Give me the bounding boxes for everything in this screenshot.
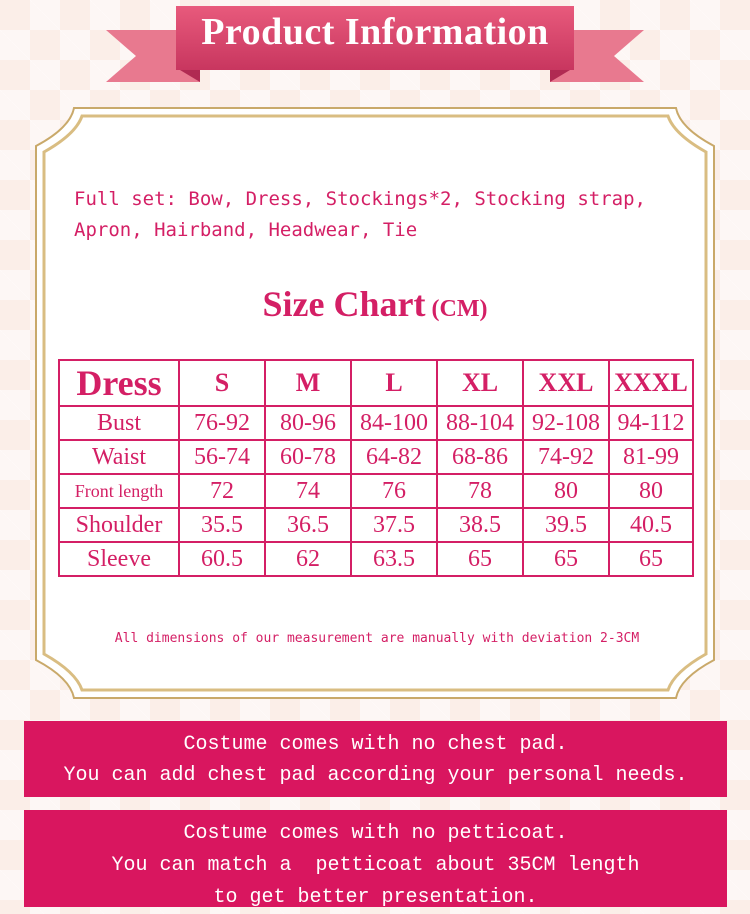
table-cell: 62: [265, 542, 351, 576]
notice-line: Costume comes with no chest pad.: [183, 733, 568, 756]
table-cell: 60-78: [265, 440, 351, 474]
notice-line: Costume comes with no petticoat.: [183, 822, 568, 845]
table-cell: 80: [609, 474, 693, 508]
table-cell: 65: [523, 542, 609, 576]
row-label: Shoulder: [59, 508, 179, 542]
table-header-row: [59, 360, 693, 406]
notice-line: You can add chest pad according your personal needs.: [63, 764, 688, 787]
row-label: Bust: [59, 406, 179, 440]
notice-line: You can match a petticoat about 35CM length: [111, 854, 640, 877]
table-cell: 38.5: [437, 508, 523, 542]
table-cell: 63.5: [351, 542, 437, 576]
table-cell: 65: [437, 542, 523, 576]
package-contents: [74, 184, 694, 246]
size-header: XL: [437, 360, 523, 406]
table-cell: 94-112: [609, 406, 693, 440]
size-header: S: [179, 360, 265, 406]
table-cell: 36.5: [265, 508, 351, 542]
table-cell: 92-108: [523, 406, 609, 440]
table-cell: 80-96: [265, 406, 351, 440]
table-cell: 65: [609, 542, 693, 576]
table-cell: 81-99: [609, 440, 693, 474]
contents-line-2: Apron, Hairband, Headwear, Tie: [74, 219, 418, 241]
table-cell: 78: [437, 474, 523, 508]
table-cell: 76-92: [179, 406, 265, 440]
size-header: XXL: [523, 360, 609, 406]
size-chart-unit: (CM): [431, 296, 488, 322]
table-cell: 74: [265, 474, 351, 508]
size-header: L: [351, 360, 437, 406]
row-label: Front length: [59, 474, 179, 508]
table-row: [59, 542, 693, 576]
notice-line: to get better presentation.: [213, 886, 538, 909]
size-table: [58, 359, 694, 577]
table-cell: 56-74: [179, 440, 265, 474]
table-cell: 60.5: [179, 542, 265, 576]
petticoat-notice: [24, 810, 727, 907]
table-cell: 40.5: [609, 508, 693, 542]
size-header: XXXL: [609, 360, 693, 406]
table-cell: 39.5: [523, 508, 609, 542]
table-cell: 37.5: [351, 508, 437, 542]
table-row: [59, 508, 693, 542]
table-cell: 80: [523, 474, 609, 508]
row-label: Sleeve: [59, 542, 179, 576]
table-cell: 68-86: [437, 440, 523, 474]
size-chart-title: [0, 283, 750, 325]
table-cell: 84-100: [351, 406, 437, 440]
table-cell: 76: [351, 474, 437, 508]
size-chart-heading: Size Chart: [262, 284, 426, 324]
size-header: M: [265, 360, 351, 406]
row-label: Waist: [59, 440, 179, 474]
table-cell: 74-92: [523, 440, 609, 474]
page-title: Product Information: [201, 11, 549, 53]
table-cell: 35.5: [179, 508, 265, 542]
table-cell: 64-82: [351, 440, 437, 474]
table-row: [59, 440, 693, 474]
table-row: [59, 474, 693, 508]
table-corner-cell: Dress: [59, 360, 179, 406]
contents-line-1: Full set: Bow, Dress, Stockings*2, Stocking strap,: [74, 188, 646, 210]
header-banner: [0, 0, 750, 90]
table-cell: 72: [179, 474, 265, 508]
measurement-note: All dimensions of our measurement are manually with deviation 2-3CM: [114, 631, 640, 646]
table-cell: 88-104: [437, 406, 523, 440]
table-row: [59, 406, 693, 440]
chest-pad-notice: [24, 721, 727, 797]
